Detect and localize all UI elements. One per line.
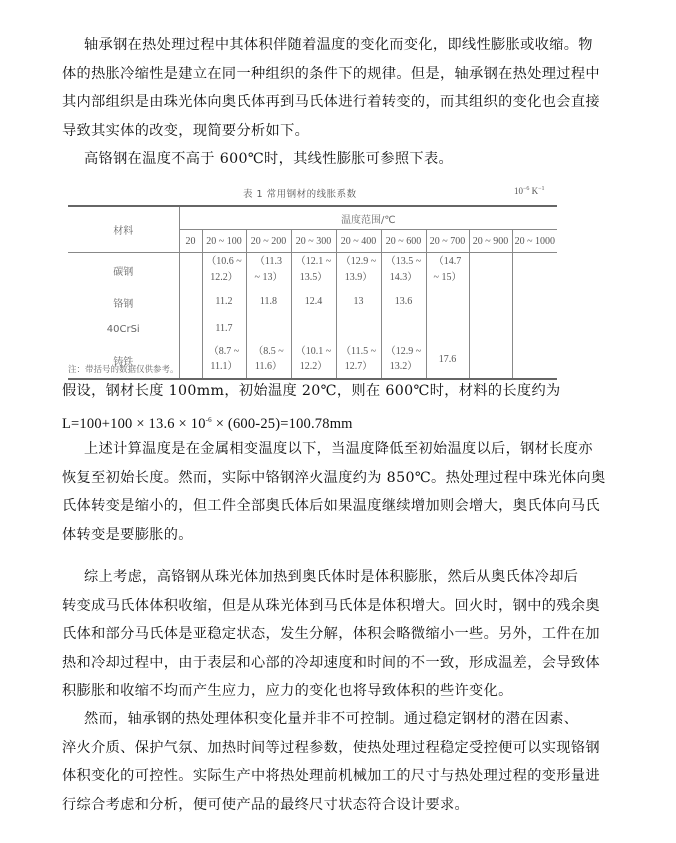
unit-base: 10 xyxy=(514,186,523,196)
value-line xyxy=(180,344,202,360)
value-cell xyxy=(469,316,512,343)
value-line: （10.1 ~ xyxy=(295,345,332,357)
value-cell xyxy=(336,253,381,289)
text-line: 淬火介质、保护气氛、加热时间等过程参数，使热处理过程稳定受控便可以实现铬钢 xyxy=(62,739,600,756)
value-cell xyxy=(426,289,469,316)
unit-kelvin: K xyxy=(531,186,539,196)
length-formula xyxy=(62,406,628,435)
header-temperature-range: 温度范围/℃ xyxy=(179,206,557,230)
value-cell xyxy=(469,289,512,316)
table-row xyxy=(68,253,557,289)
column-header: 20 ~ 900 xyxy=(469,230,512,253)
value-line: 11.6） xyxy=(254,361,283,372)
value-cell xyxy=(179,343,202,379)
column-header: 20 ~ 1000 xyxy=(512,230,557,253)
value-line: （8.5 ~ xyxy=(253,345,284,357)
column-header: 20 ~ 100 xyxy=(202,230,246,253)
column-header: 20 ~ 600 xyxy=(381,230,426,253)
value-line xyxy=(470,344,512,360)
column-header: 20 xyxy=(179,230,202,253)
value-line: ~ 15） xyxy=(433,271,462,283)
value-line: 17.6 xyxy=(438,354,457,366)
value-cell xyxy=(336,343,381,379)
table-row xyxy=(68,316,557,343)
value-cell xyxy=(381,316,426,343)
formula-prefix: L=100+100 × 13.6 × 10 xyxy=(62,415,206,432)
value-cell xyxy=(179,316,202,343)
value-cell xyxy=(246,253,291,289)
text-line: 其内部组织是由珠光体向奥氏体再到马氏体进行着转变的，而其组织的变化也会直接 xyxy=(62,94,600,110)
value-cell xyxy=(381,253,426,289)
paragraph-assumption xyxy=(62,377,628,434)
unit-exponent: −1 xyxy=(538,186,545,192)
value-line xyxy=(180,270,202,286)
text-line: 积膨胀和收缩不均而产生应力，应力的变化也将导致体积的些许变化。 xyxy=(62,683,513,699)
text-line: 恢复至初始长度。然而，实际中铬钢淬火温度约为 850℃。热处理过程中珠光体向奥 xyxy=(62,469,606,486)
value-line: 12.2） xyxy=(210,271,238,283)
text-line: 体转变是要膨胀的。 xyxy=(62,526,193,543)
text-line: 假设，钢材长度 100mm，初始温度 20℃，则在 600℃时，材料的长度约为 xyxy=(62,383,561,399)
value-cell: 11.2 xyxy=(202,289,246,316)
material-cell: 40CrSi xyxy=(106,323,140,335)
text-line: 行综合考虑和分析，便可使产品的最终尺寸状态符合设计要求。 xyxy=(62,796,470,813)
paragraph-intro xyxy=(62,31,628,145)
value-line: 12.2） xyxy=(299,361,328,372)
table-caption: 表 1 常用钢材的线胀系数 xyxy=(243,189,357,200)
material-cell: 铸铁 xyxy=(68,343,179,379)
value-line: （14.7 xyxy=(433,256,462,267)
column-header: 20 ~ 200 xyxy=(246,230,291,253)
text-line: 体的热胀冷缩性是建立在同一种组织的条件下的规律。但是，轴承钢在热处理过程中 xyxy=(62,65,600,82)
value-cell xyxy=(202,253,246,289)
value-cell xyxy=(426,343,469,379)
value-cell xyxy=(426,253,469,289)
value-cell: 13 xyxy=(336,289,381,316)
value-line: （11.5 ~ xyxy=(340,345,377,357)
text-line: 综上考虑，高铬钢从珠光体加热到奥氏体时是体积膨胀，然后从奥氏体冷却后 xyxy=(84,569,579,585)
value-cell xyxy=(426,316,469,343)
header-material: 材料 xyxy=(68,206,179,253)
column-header: 20 ~ 700 xyxy=(426,230,469,253)
value-line xyxy=(470,359,512,375)
value-line: 13.9） xyxy=(344,271,373,283)
material-cell: 铬钢 xyxy=(113,298,134,310)
value-cell xyxy=(512,289,557,316)
value-line: 13.5） xyxy=(299,271,328,283)
value-line: 14.3） xyxy=(389,271,418,283)
value-line: （11.3 xyxy=(254,256,283,267)
value-line xyxy=(180,254,202,270)
value-cell xyxy=(512,343,557,379)
formula-exponent: -6 xyxy=(205,415,212,424)
text-line: 轴承钢在热处理过程中其体积伴随着温度的变化而变化，即线性膨胀或收缩。物 xyxy=(84,37,593,53)
value-line xyxy=(513,270,558,286)
paragraph-table-reference xyxy=(62,145,628,174)
value-line xyxy=(470,270,512,286)
value-line: 13.2） xyxy=(389,361,418,372)
value-cell xyxy=(512,253,557,289)
paragraph-phase-transformation xyxy=(62,435,628,549)
value-line: （13.5 ~ xyxy=(385,256,422,267)
value-line xyxy=(470,254,512,270)
value-line: 12.7） xyxy=(344,361,373,372)
value-line: 11.1） xyxy=(210,361,238,372)
value-cell xyxy=(291,343,336,379)
value-cell xyxy=(469,253,512,289)
value-cell xyxy=(469,343,512,379)
column-header: 20 ~ 300 xyxy=(291,230,336,253)
value-cell xyxy=(246,316,291,343)
value-cell: 11.8 xyxy=(246,289,291,316)
column-header: 20 ~ 400 xyxy=(336,230,381,253)
table-unit xyxy=(514,186,545,196)
value-cell xyxy=(179,289,202,316)
value-cell xyxy=(336,316,381,343)
expansion-coefficient-table xyxy=(68,205,557,380)
unit-exponent: −6 xyxy=(523,186,530,192)
value-cell: 13.6 xyxy=(381,289,426,316)
value-line: （12.9 ~ xyxy=(385,345,422,357)
text-line: 然而，轴承钢的热处理体积变化量并非不可控制。通过稳定钢材的潜在因素、 xyxy=(84,711,579,727)
text-line: 热和冷却过程中，由于表层和心部的冷却速度和时间的不一致，形成温差，会导致体 xyxy=(62,654,600,671)
text-line: 高铬钢在温度不高于 600℃时，其线性膨胀可参照下表。 xyxy=(84,151,454,167)
paragraph-control xyxy=(62,705,628,819)
text-line: 导致其实体的改变，现简要分析如下。 xyxy=(62,122,310,139)
text-line: 体积变化的可控性。实际生产中将热处理前机械加工的尺寸与热处理过程的变形量进 xyxy=(62,768,600,784)
value-line: （12.1 ~ xyxy=(295,256,332,267)
formula-suffix: × (600-25)=100.78mm xyxy=(211,415,353,432)
value-cell xyxy=(291,316,336,343)
value-cell xyxy=(291,253,336,289)
value-cell xyxy=(512,316,557,343)
value-line xyxy=(180,359,202,375)
table-note: 注：带括号的数据仅供参考。 xyxy=(68,365,179,375)
value-cell xyxy=(202,343,246,379)
value-line: （12.9 ~ xyxy=(340,256,377,267)
value-line: （8.7 ~ xyxy=(208,345,240,357)
value-line xyxy=(513,344,558,360)
value-cell xyxy=(179,253,202,289)
paragraph-summary xyxy=(62,563,628,706)
text-line: 氏体转变是缩小的，但工件全部奥氏体后如果温度继续增加则会增大，奥氏体向马氏 xyxy=(62,498,600,514)
value-line: ~ 13） xyxy=(254,271,283,283)
text-line: 氏体和部分马氏体是亚稳定状态，发生分解，体积会略微缩小一些。另外，工件在加 xyxy=(62,626,600,642)
value-cell: 12.4 xyxy=(291,289,336,316)
value-line xyxy=(513,254,558,270)
value-cell xyxy=(381,343,426,379)
value-line: （10.6 ~ xyxy=(206,256,242,267)
value-cell xyxy=(246,343,291,379)
text-line: 转变成马氏体体积收缩，但是从珠光体到马氏体是体积增大。回火时，钢中的残余奥 xyxy=(62,597,600,614)
value-cell: 11.7 xyxy=(202,316,246,343)
material-cell: 碳钢 xyxy=(113,267,134,279)
value-line xyxy=(513,359,558,375)
text-line: 上述计算温度是在金属相变温度以下，当温度降低至初始温度以后，钢材长度亦 xyxy=(84,441,593,457)
table-row xyxy=(68,289,557,316)
